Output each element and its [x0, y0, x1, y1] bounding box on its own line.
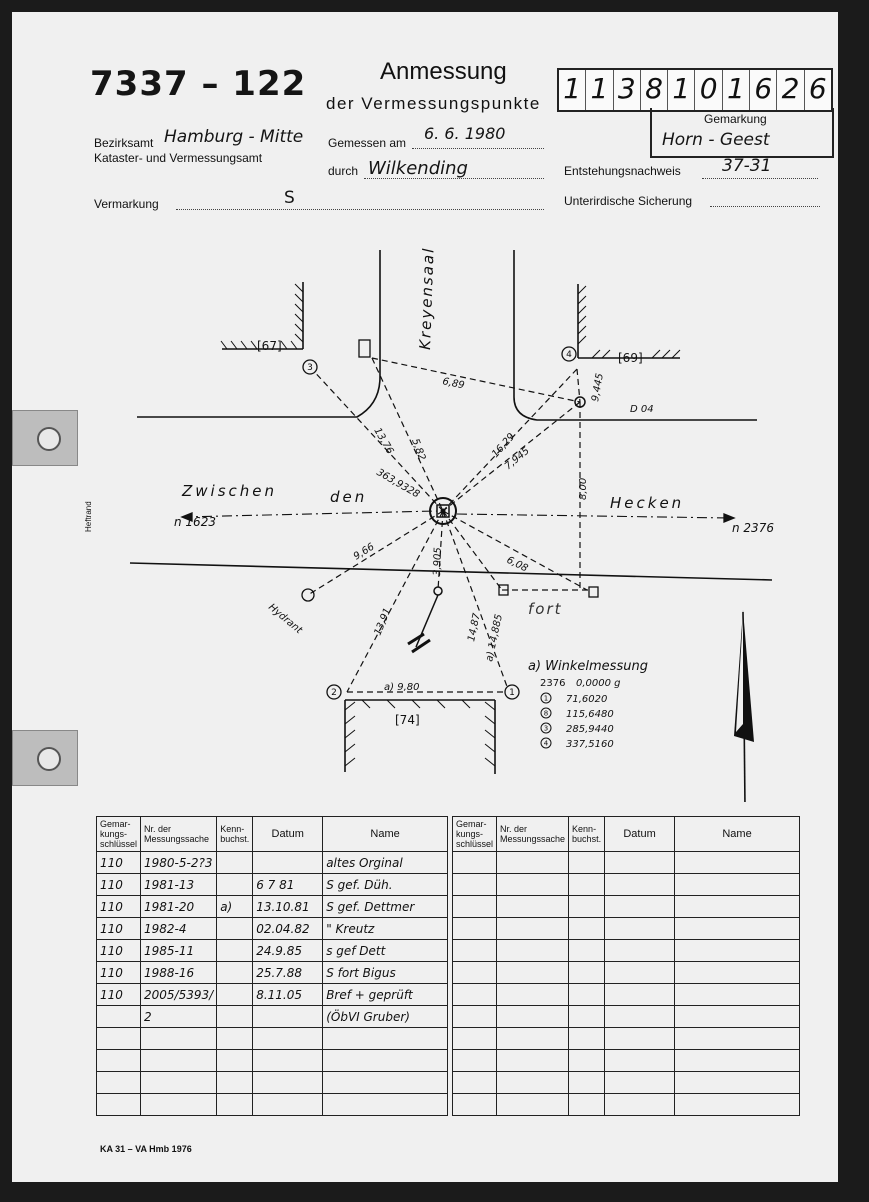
cell-gemarkung: [97, 1028, 141, 1050]
hydrant-label: Hydrant: [266, 601, 305, 637]
table-row: [453, 874, 800, 896]
empty-cell: [675, 1050, 800, 1072]
table-row: [97, 962, 448, 984]
cell-gemarkung: 110: [97, 940, 141, 962]
wm-key-4: 4: [543, 739, 549, 748]
empty-cell: [569, 1094, 605, 1116]
cell-datum: 24.9.85: [253, 940, 323, 962]
empty-cell: [605, 1028, 675, 1050]
empty-cell: [675, 1072, 800, 1094]
cell-gemarkung: 110: [97, 984, 141, 1006]
measure-3-905: 3,905: [432, 547, 444, 577]
cell-datum: [253, 852, 323, 874]
cell-gemarkung: 110: [97, 962, 141, 984]
cell-name: S gef. Dettmer: [323, 896, 448, 918]
parcel-67: [67]: [257, 339, 282, 353]
cell-datum: [253, 1006, 323, 1028]
wm-val-3: 285,9440: [566, 724, 614, 735]
cell-kennbuchstabe: [217, 874, 253, 896]
winkelmessung-title: a) Winkelmessung: [528, 659, 648, 674]
point-2-label: 2: [331, 688, 337, 698]
cell-messungssache: 1981-13: [141, 874, 217, 896]
gemessen-value: 6. 6. 1980: [424, 124, 506, 143]
empty-cell: [675, 984, 800, 1006]
gemarkung-label: Gemarkung: [704, 112, 767, 126]
cell-gemarkung: 110: [97, 852, 141, 874]
id-digit: 3: [614, 70, 641, 110]
cell-kennbuchstabe: [217, 1050, 253, 1072]
parcel-69: [69]: [618, 351, 643, 365]
table-row: [97, 1050, 448, 1072]
cell-name: [323, 1028, 448, 1050]
col-messungssache: Nr. der Messungssache: [141, 817, 217, 852]
empty-cell: [497, 1028, 569, 1050]
table-row: [97, 1072, 448, 1094]
empty-cell: [453, 984, 497, 1006]
empty-cell: [605, 962, 675, 984]
id-digit: 1: [559, 70, 586, 110]
cell-datum: [253, 1050, 323, 1072]
id-digit: 1: [586, 70, 613, 110]
empty-cell: [675, 874, 800, 896]
table-row: [453, 1050, 800, 1072]
vermarkung-label: Vermarkung: [94, 197, 159, 211]
empty-cell: [605, 1006, 675, 1028]
form-subtitle: der Vermessungspunkte: [326, 94, 541, 113]
empty-cell: [497, 1006, 569, 1028]
cell-kennbuchstabe: [217, 1028, 253, 1050]
cell-messungssache: [141, 1094, 217, 1116]
id-digit: 1: [723, 70, 750, 110]
empty-cell: [569, 1072, 605, 1094]
heftrand-label: Heftrand: [84, 501, 93, 532]
street-den: den: [330, 488, 368, 506]
cell-messungssache: 1985-11: [141, 940, 217, 962]
cell-datum: [253, 1094, 323, 1116]
cell-messungssache: [141, 1028, 217, 1050]
cell-gemarkung: 110: [97, 918, 141, 940]
hatching: [221, 284, 680, 766]
empty-cell: [497, 962, 569, 984]
cell-name: (ÖbVI Gruber): [323, 1006, 448, 1028]
id-digit: 1: [668, 70, 695, 110]
fort-label: fort: [528, 600, 563, 618]
wm-key-2: 8: [543, 709, 549, 718]
cell-kennbuchstabe: a): [217, 896, 253, 918]
measure-6-08: 6,08: [504, 554, 530, 575]
cell-name: S fort Bigus: [323, 962, 448, 984]
table-row: [453, 984, 800, 1006]
form-title: Anmessung: [380, 58, 507, 85]
gemessen-label: Gemessen am: [328, 136, 407, 150]
cell-datum: 25.7.88: [253, 962, 323, 984]
col-name: Name: [675, 817, 800, 852]
street-kreyensaal: Kreyensaal: [416, 246, 438, 351]
table-header-row: [453, 817, 800, 852]
table-row: [453, 962, 800, 984]
wm-val-4: 337,5160: [566, 739, 614, 750]
form-id: KA 31 – VA Hmb 1976: [100, 1144, 192, 1154]
col-datum: Datum: [605, 817, 675, 852]
cell-name: " Kreutz: [323, 918, 448, 940]
empty-cell: [453, 962, 497, 984]
table-row: [97, 918, 448, 940]
ref-left: n 1623: [174, 515, 216, 529]
bezirksamt-label: Bezirksamt: [94, 136, 154, 150]
col-messungssache: Nr. der Messungssache: [497, 817, 569, 852]
id-digit: 6: [808, 72, 827, 105]
durch-value: Wilkending: [368, 158, 468, 179]
empty-cell: [453, 1094, 497, 1116]
cell-datum: 13.10.81: [253, 896, 323, 918]
cell-gemarkung: 110: [97, 896, 141, 918]
table-row: [453, 918, 800, 940]
cell-messungssache: 1981-20: [141, 896, 217, 918]
cell-name: s gef Dett: [323, 940, 448, 962]
binder-clip-bottom: [12, 730, 78, 786]
vermarkung-value: S: [284, 188, 295, 208]
gemarkung-value: Horn - Geest: [662, 130, 770, 150]
empty-cell: [605, 1072, 675, 1094]
empty-cell: [453, 1072, 497, 1094]
survey-sketch: [12, 12, 838, 802]
cell-datum: [253, 1072, 323, 1094]
history-table-right: [452, 816, 800, 1116]
wm-val-1: 71,6020: [566, 694, 608, 705]
sicherung-label: Unterirdische Sicherung: [564, 194, 693, 208]
point-3-label: 3: [307, 363, 313, 373]
empty-cell: [605, 852, 675, 874]
survey-sheet: [12, 12, 838, 1182]
table-row: [97, 1006, 448, 1028]
cell-gemarkung: [97, 1006, 141, 1028]
id-digit: 6: [750, 70, 777, 110]
cell-messungssache: 2005/5393/: [141, 984, 217, 1006]
empty-cell: [675, 852, 800, 874]
cell-kennbuchstabe: [217, 940, 253, 962]
cell-datum: 02.04.82: [253, 918, 323, 940]
col-kennbuchstabe: Kenn-buchst.: [217, 817, 253, 852]
wm-val-2: 115,6480: [566, 709, 614, 720]
cell-name: [323, 1050, 448, 1072]
col-kennbuchstabe: Kenn-buchst.: [569, 817, 605, 852]
measure-7-945: 7,945: [502, 445, 532, 473]
empty-cell: [569, 984, 605, 1006]
cell-kennbuchstabe: [217, 1006, 253, 1028]
col-name: Name: [323, 817, 448, 852]
empty-cell: [569, 1006, 605, 1028]
cell-messungssache: [141, 1050, 217, 1072]
bezirksamt-value: Hamburg - Mitte: [164, 127, 304, 147]
empty-cell: [675, 918, 800, 940]
cell-messungssache: 1982-4: [141, 918, 217, 940]
table-row: [453, 1072, 800, 1094]
entstehung-label: Entstehungsnachweis: [564, 164, 681, 178]
cell-datum: 6 7 81: [253, 874, 323, 896]
empty-cell: [453, 1050, 497, 1072]
measure-9-66: 9,66: [351, 541, 377, 563]
table-row: [453, 1028, 800, 1050]
empty-cell: [605, 896, 675, 918]
cell-datum: 8.11.05: [253, 984, 323, 1006]
street-hecken: Hecken: [610, 494, 685, 512]
cell-gemarkung: 110: [97, 874, 141, 896]
empty-cell: [675, 896, 800, 918]
cell-kennbuchstabe: [217, 984, 253, 1006]
table-row: [97, 874, 448, 896]
cell-datum: [253, 1028, 323, 1050]
measure-9-445: 9,445: [590, 372, 606, 403]
wm-val-0: 0,0000 g: [576, 678, 621, 689]
table-row: [97, 940, 448, 962]
empty-cell: [569, 940, 605, 962]
table-row: [453, 1006, 800, 1028]
table-row: [97, 1094, 448, 1116]
measure-a-9-80: a) 9,80: [384, 682, 420, 693]
kataster-label: Kataster- und Vermessungsamt: [94, 151, 263, 165]
cell-name: altes Orginal: [323, 852, 448, 874]
empty-cell: [569, 962, 605, 984]
empty-cell: [497, 1072, 569, 1094]
measure-8-00: 8,00: [578, 477, 589, 500]
empty-cell: [675, 1028, 800, 1050]
empty-cell: [497, 874, 569, 896]
street-zwischen: Zwischen: [182, 482, 278, 500]
empty-cell: [453, 874, 497, 896]
empty-cell: [453, 940, 497, 962]
empty-cell: [605, 1050, 675, 1072]
empty-cell: [497, 896, 569, 918]
col-gemarkungsschluessel: Gemar-kungs-schlüssel: [453, 817, 497, 852]
table-row: [453, 940, 800, 962]
file-number: 7337 – 122: [90, 64, 307, 104]
empty-cell: [569, 1028, 605, 1050]
measure-6-89: 6,89: [441, 376, 466, 392]
id-digit: 0: [695, 70, 722, 110]
table-row: [97, 896, 448, 918]
table-header-row: [97, 817, 448, 852]
wm-key-3: 3: [543, 724, 549, 733]
point-1-label: 1: [509, 688, 515, 698]
empty-cell: [453, 852, 497, 874]
measure-13-76: 13,76: [371, 426, 396, 457]
empty-cell: [453, 918, 497, 940]
empty-cell: [569, 918, 605, 940]
table-row: [97, 1028, 448, 1050]
empty-cell: [453, 1028, 497, 1050]
empty-cell: [497, 1094, 569, 1116]
cell-messungssache: [141, 1072, 217, 1094]
cell-messungssache: 1988-16: [141, 962, 217, 984]
cell-name: [323, 1072, 448, 1094]
cell-messungssache: 2: [141, 1006, 217, 1028]
measure-5-82: 5,82: [409, 437, 428, 462]
cell-name: S gef. Düh.: [323, 874, 448, 896]
empty-cell: [675, 962, 800, 984]
cell-gemarkung: [97, 1050, 141, 1072]
empty-cell: [605, 984, 675, 1006]
cell-kennbuchstabe: [217, 1094, 253, 1116]
wm-key-0: 2376: [540, 678, 566, 689]
col-gemarkungsschluessel: Gemar-kungs-schlüssel: [97, 817, 141, 852]
binder-clip-top: [12, 410, 78, 466]
empty-cell: [497, 1050, 569, 1072]
empty-cell: [569, 852, 605, 874]
cell-name: [323, 1094, 448, 1116]
table-row: [453, 1094, 800, 1116]
cell-kennbuchstabe: [217, 962, 253, 984]
col-datum: Datum: [253, 817, 323, 852]
ref-right: n 2376: [732, 521, 774, 535]
empty-cell: [453, 896, 497, 918]
wm-key-1: 1: [543, 694, 549, 703]
measure-d-04: D 04: [630, 404, 654, 415]
history-table-left: [96, 816, 448, 1116]
cell-kennbuchstabe: [217, 852, 253, 874]
empty-cell: [569, 1050, 605, 1072]
empty-cell: [497, 940, 569, 962]
empty-cell: [497, 984, 569, 1006]
table-row: [453, 896, 800, 918]
cell-name: Bref + geprüft: [323, 984, 448, 1006]
parcel-74: [74]: [395, 713, 420, 727]
cell-kennbuchstabe: [217, 918, 253, 940]
empty-cell: [605, 918, 675, 940]
table-row: [453, 852, 800, 874]
empty-cell: [605, 940, 675, 962]
measure-363: 363,9328: [374, 467, 422, 501]
id-digit: 2: [777, 70, 804, 110]
point-4-label: 4: [566, 350, 572, 360]
table-row: [97, 984, 448, 1006]
empty-cell: [569, 896, 605, 918]
cell-gemarkung: [97, 1094, 141, 1116]
cell-gemarkung: [97, 1072, 141, 1094]
cell-kennbuchstabe: [217, 1072, 253, 1094]
durch-label: durch: [328, 164, 359, 178]
measure-a-14-885: a) 14,885: [484, 613, 505, 663]
id-digit: 8: [641, 70, 668, 110]
empty-cell: [569, 874, 605, 896]
empty-cell: [675, 940, 800, 962]
empty-cell: [497, 852, 569, 874]
empty-cell: [453, 1006, 497, 1028]
empty-cell: [675, 1094, 800, 1116]
empty-cell: [675, 1006, 800, 1028]
entstehung-value: 37-31: [722, 156, 772, 176]
table-row: [97, 852, 448, 874]
measure-14-87: 14,87: [466, 612, 483, 643]
empty-cell: [605, 874, 675, 896]
cell-messungssache: 1980-5-2?3: [141, 852, 217, 874]
empty-cell: [497, 918, 569, 940]
measure-13-91: 13,91: [372, 606, 394, 638]
measure-16-29: 16,29: [490, 431, 518, 461]
empty-cell: [605, 1094, 675, 1116]
